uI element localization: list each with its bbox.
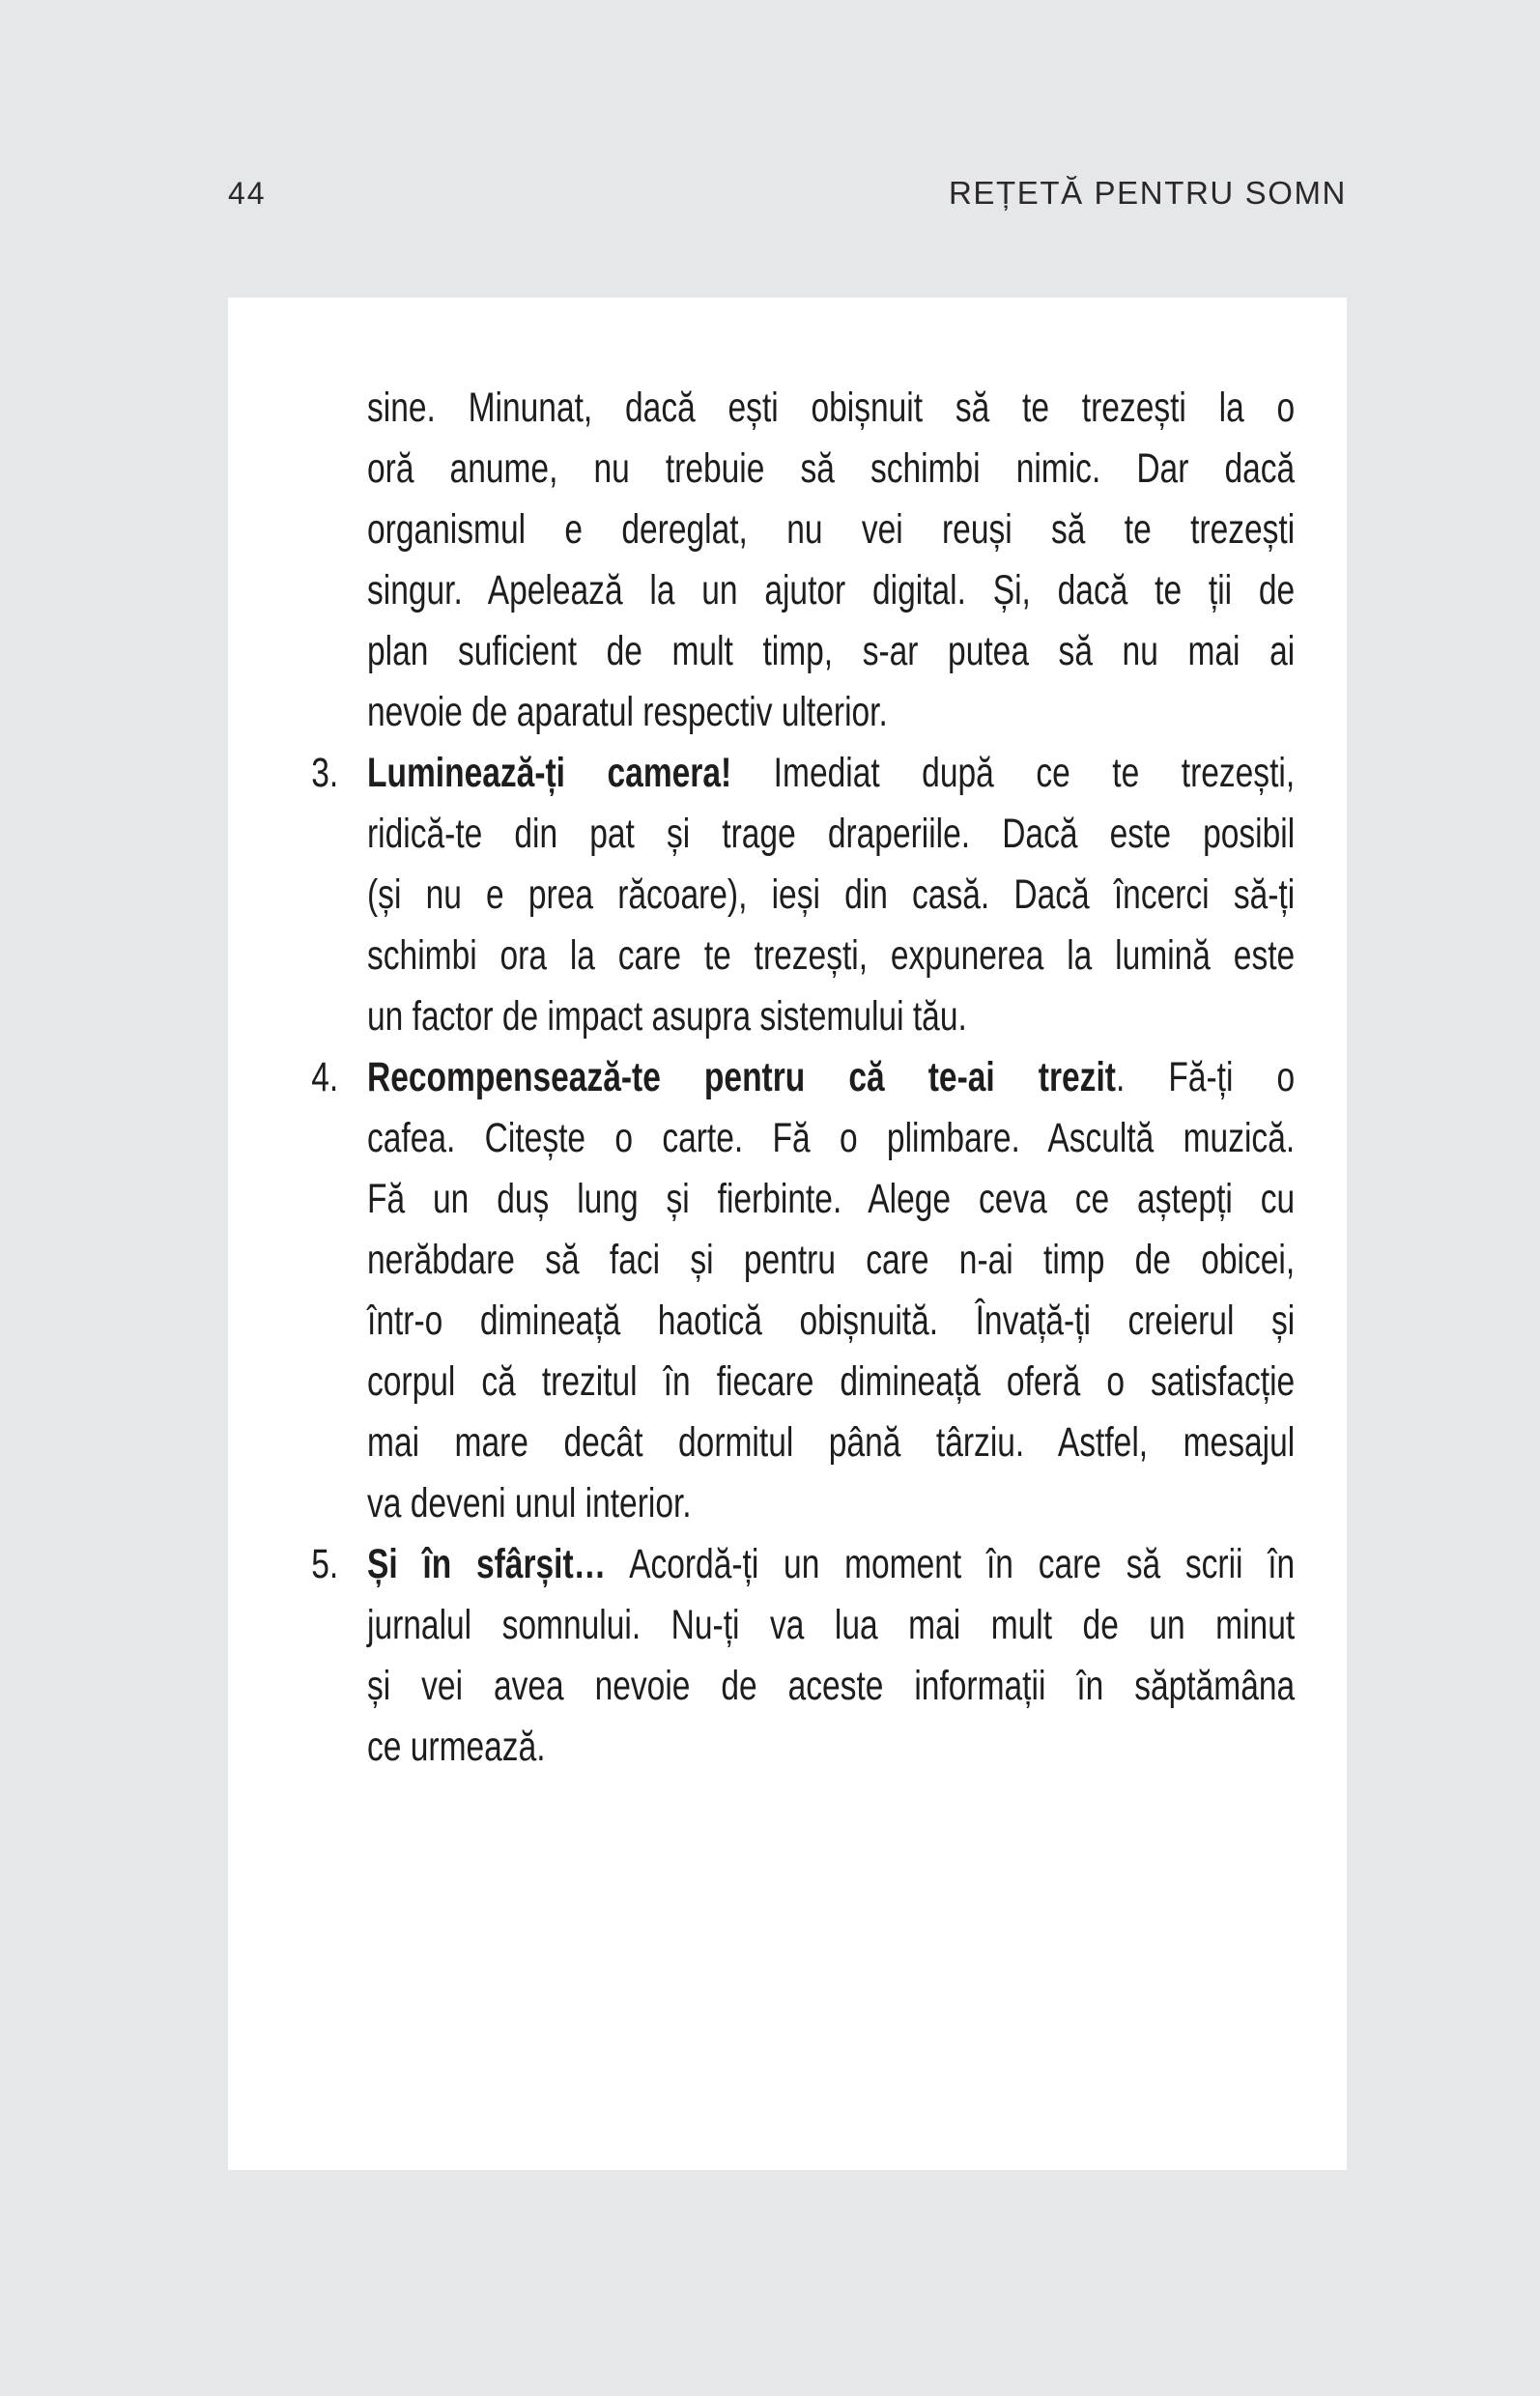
text-line: Și în sfârșit… Acordă-ți un moment în care să scrii în — [367, 1541, 1296, 1587]
list-number: 5. — [311, 1541, 339, 1587]
paragraph — [367, 378, 1295, 743]
list-number: 4. — [311, 1054, 339, 1100]
text-line: jurnalul somnului. Nu-ți va lua mai mult de un minut — [367, 1602, 1296, 1648]
text-line: organismul e dereglat, nu vei reuși să te trezești — [367, 506, 1296, 553]
list-number: 3. — [311, 750, 339, 796]
list-item — [311, 1047, 1296, 1534]
text-line: oră anume, nu trebuie să schimbi nimic. Dar dacă — [367, 445, 1296, 492]
page-header — [228, 175, 1347, 212]
text-flow — [311, 378, 1296, 1778]
text-line: într-o dimineață haotică obișnuită. Învață-ți creierul și — [367, 1298, 1296, 1344]
text-line: sine. Minunat, dacă ești obișnuit să te trezești la o — [367, 385, 1296, 431]
text-line: Recompensează-te pentru că te-ai trezit. Fă-ți o — [367, 1054, 1296, 1100]
text-line: cafea. Citește o carte. Fă o plimbare. Ascultă muzică. — [367, 1115, 1296, 1161]
text-line: Luminează-ți camera! Imediat după ce te trezești, — [367, 750, 1296, 796]
list-item — [311, 743, 1296, 1047]
list-item — [311, 1534, 1296, 1778]
text-line: mai mare decât dormitul până târziu. Astfel, mesajul — [367, 1419, 1296, 1466]
text-line: ridică-te din pat și trage draperiile. Dacă este posibil — [367, 811, 1296, 857]
text-line: va deveni unul interior. — [367, 1480, 692, 1526]
text-line: nevoie de aparatul respectiv ulterior. — [367, 689, 888, 735]
text-line: plan suficient de mult timp, s-ar putea să nu mai ai — [367, 628, 1296, 674]
page-number: 44 — [228, 176, 267, 211]
text-line: (și nu e prea răcoare), ieși din casă. Dacă încerci să-ți — [367, 871, 1296, 918]
text-line: un factor de impact asupra sistemului tău. — [367, 993, 967, 1040]
text-line: singur. Apelează la un ajutor digital. Și, dacă te ții de — [367, 567, 1296, 613]
text-line: ce urmează. — [367, 1724, 546, 1770]
text-line: corpul că trezitul în fiecare dimineață oferă o satisfacție — [367, 1358, 1296, 1405]
book-page-sheet — [228, 298, 1347, 2170]
text-line: nerăbdare să faci și pentru care n-ai timp de obicei, — [367, 1237, 1296, 1283]
text-line: schimbi ora la care te trezești, expunerea la lumină este — [367, 932, 1296, 979]
text-line: Fă un duș lung și fierbinte. Alege ceva ce aștepți cu — [367, 1176, 1296, 1222]
text-line: și vei avea nevoie de aceste informații în săptămâna — [367, 1663, 1296, 1709]
running-title: REȚETĂ PENTRU SOMN — [949, 175, 1347, 211]
